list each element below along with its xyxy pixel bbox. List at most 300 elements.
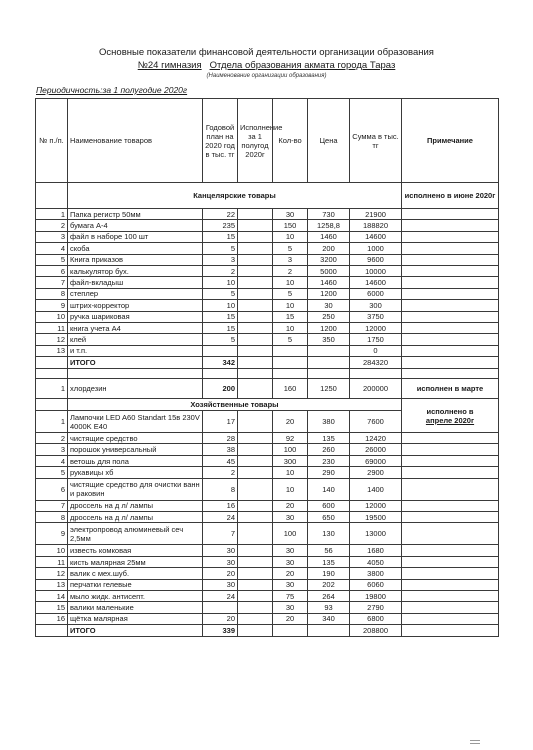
row-note <box>402 568 499 579</box>
row-plan: 30 <box>203 556 238 567</box>
blank-cell <box>402 625 499 637</box>
organization-name: Отдела образования акмата города Тараз <box>209 60 396 71</box>
row-plan: 7 <box>203 523 238 545</box>
table-row <box>36 300 499 311</box>
row-exec <box>238 444 273 455</box>
row-number: 3 <box>36 231 68 242</box>
row-price: 250 <box>308 311 350 322</box>
total-label: ИТОГО <box>68 625 203 637</box>
blank-cell <box>308 625 350 637</box>
row-sum: 21900 <box>350 209 402 220</box>
row-exec <box>238 613 273 624</box>
row-qty: 20 <box>273 613 308 624</box>
row-plan: 24 <box>203 512 238 523</box>
section-title: Хозяйственные товары <box>68 399 402 411</box>
section-note: исполнено в июне 2020г <box>402 183 499 209</box>
row-sum: 19500 <box>350 512 402 523</box>
row-exec <box>238 568 273 579</box>
row-exec <box>238 379 273 399</box>
row-plan: 30 <box>203 579 238 590</box>
total-plan: 342 <box>203 357 238 369</box>
row-price: 650 <box>308 512 350 523</box>
row-exec <box>238 579 273 590</box>
row-price: 1258,8 <box>308 220 350 231</box>
row-sum: 14600 <box>350 231 402 242</box>
table-row <box>36 455 499 466</box>
row-qty: 30 <box>273 209 308 220</box>
row-plan: 28 <box>203 433 238 444</box>
row-name: степлер <box>68 288 203 299</box>
row-sum: 7600 <box>350 411 402 433</box>
row-qty: 100 <box>273 444 308 455</box>
row-number: 11 <box>36 322 68 333</box>
goods-table <box>35 98 499 637</box>
row-price: 230 <box>308 455 350 466</box>
row-name: клей <box>68 334 203 345</box>
row-qty: 20 <box>273 411 308 433</box>
row-number: 9 <box>36 300 68 311</box>
row-note <box>402 243 499 254</box>
table-row <box>36 556 499 567</box>
row-sum: 13000 <box>350 523 402 545</box>
row-qty: 5 <box>273 334 308 345</box>
row-plan: 45 <box>203 455 238 466</box>
blank-cell <box>350 369 402 379</box>
row-name: бумага А-4 <box>68 220 203 231</box>
row-plan: 20 <box>203 568 238 579</box>
row-exec <box>238 311 273 322</box>
row-name: Папка регистр 50мм <box>68 209 203 220</box>
total-row <box>36 357 499 369</box>
table-row <box>36 613 499 624</box>
section-title: Канцелярские товары <box>68 183 402 209</box>
row-plan: 235 <box>203 220 238 231</box>
row-sum: 10000 <box>350 265 402 276</box>
table-row <box>36 545 499 556</box>
row-plan: 5 <box>203 288 238 299</box>
table-row <box>36 568 499 579</box>
blank-cell <box>238 625 273 637</box>
row-name: хлордезин <box>68 379 203 399</box>
row-qty: 10 <box>273 300 308 311</box>
row-price: 350 <box>308 334 350 345</box>
row-price: 1200 <box>308 288 350 299</box>
row-note <box>402 277 499 288</box>
row-plan: 16 <box>203 500 238 511</box>
row-plan: 38 <box>203 444 238 455</box>
row-price: 135 <box>308 556 350 567</box>
row-exec <box>238 523 273 545</box>
row-number: 12 <box>36 334 68 345</box>
total-sum: 208800 <box>350 625 402 637</box>
blank-cell <box>273 625 308 637</box>
table-row <box>36 265 499 276</box>
row-name: файл в наборе 100 шт <box>68 231 203 242</box>
row-note <box>402 512 499 523</box>
row-note <box>402 220 499 231</box>
row-qty: 100 <box>273 523 308 545</box>
row-exec <box>238 500 273 511</box>
row-name: калькулятор бух. <box>68 265 203 276</box>
table-row <box>36 311 499 322</box>
row-number: 7 <box>36 277 68 288</box>
row-plan: 3 <box>203 254 238 265</box>
row-note <box>402 265 499 276</box>
row-qty: 20 <box>273 500 308 511</box>
row-sum: 2790 <box>350 602 402 613</box>
table-row <box>36 478 499 500</box>
row-exec <box>238 265 273 276</box>
row-sum: 3800 <box>350 568 402 579</box>
table-row <box>36 379 499 399</box>
total-sum: 284320 <box>350 357 402 369</box>
row-exec <box>238 220 273 231</box>
blank-cell <box>36 369 68 379</box>
row-plan <box>203 602 238 613</box>
row-note <box>402 500 499 511</box>
col-plan: Годовой план на 2020 год в тыс. тг <box>203 99 238 183</box>
row-sum: 1000 <box>350 243 402 254</box>
row-price: 3200 <box>308 254 350 265</box>
row-price: 380 <box>308 411 350 433</box>
row-sum: 1750 <box>350 334 402 345</box>
row-price: 1200 <box>308 322 350 333</box>
blank-cell <box>308 357 350 369</box>
row-sum: 3750 <box>350 311 402 322</box>
row-plan: 24 <box>203 590 238 601</box>
col-name: Наименование товаров <box>68 99 203 183</box>
row-sum: 26000 <box>350 444 402 455</box>
row-name: ручка шариковая <box>68 311 203 322</box>
row-number: 4 <box>36 455 68 466</box>
row-qty: 300 <box>273 455 308 466</box>
row-qty <box>273 345 308 356</box>
row-qty: 30 <box>273 556 308 567</box>
row-sum: 200000 <box>350 379 402 399</box>
row-sum: 12420 <box>350 433 402 444</box>
row-sum: 1400 <box>350 478 402 500</box>
row-price: 730 <box>308 209 350 220</box>
row-exec <box>238 209 273 220</box>
row-exec <box>238 545 273 556</box>
blank-cell <box>402 369 499 379</box>
row-number: 5 <box>36 467 68 478</box>
organization-number: №24 гимназия <box>137 60 202 71</box>
blank-cell <box>36 625 68 637</box>
table-row <box>36 467 499 478</box>
row-exec <box>238 254 273 265</box>
row-note <box>402 254 499 265</box>
row-sum: 300 <box>350 300 402 311</box>
row-exec <box>238 467 273 478</box>
table-header-row <box>36 99 499 183</box>
report-title: Основные показатели финансовой деятельности организации образования <box>99 47 434 58</box>
row-note <box>402 579 499 590</box>
table-row <box>36 444 499 455</box>
row-qty: 10 <box>273 467 308 478</box>
row-note <box>402 231 499 242</box>
row-qty: 92 <box>273 433 308 444</box>
row-sum: 12000 <box>350 500 402 511</box>
row-note <box>402 545 499 556</box>
row-note <box>402 523 499 545</box>
row-name: Лампочки LED A60 Standart 15в 230V 4000K E40 <box>68 411 203 433</box>
row-plan: 17 <box>203 411 238 433</box>
row-note <box>402 288 499 299</box>
row-name: известь комковая <box>68 545 203 556</box>
row-price: 264 <box>308 590 350 601</box>
row-number: 2 <box>36 220 68 231</box>
row-sum: 4050 <box>350 556 402 567</box>
row-note <box>402 300 499 311</box>
row-exec <box>238 602 273 613</box>
row-note <box>402 467 499 478</box>
spacer-row <box>36 369 499 379</box>
row-name: книга учета А4 <box>68 322 203 333</box>
row-number: 5 <box>36 254 68 265</box>
row-plan <box>203 345 238 356</box>
row-name: чистящие средство <box>68 433 203 444</box>
row-note <box>402 334 499 345</box>
row-name: щётка малярная <box>68 613 203 624</box>
table-row <box>36 220 499 231</box>
row-note <box>402 602 499 613</box>
row-sum: 19800 <box>350 590 402 601</box>
row-name: и т.п. <box>68 345 203 356</box>
row-sum: 1680 <box>350 545 402 556</box>
row-note <box>402 322 499 333</box>
table-row <box>36 277 499 288</box>
row-qty: 10 <box>273 277 308 288</box>
row-name: дроссель на д л/ лампы <box>68 500 203 511</box>
table-row <box>36 254 499 265</box>
row-number: 10 <box>36 311 68 322</box>
row-note <box>402 613 499 624</box>
row-number: 1 <box>36 379 68 399</box>
row-name: чистящие средство для очистки ванн и раковин <box>68 478 203 500</box>
row-sum: 14600 <box>350 277 402 288</box>
organization-line <box>0 60 533 71</box>
row-note <box>402 209 499 220</box>
row-number: 9 <box>36 523 68 545</box>
row-note <box>402 455 499 466</box>
row-sum: 6800 <box>350 613 402 624</box>
row-price <box>308 345 350 356</box>
row-price: 200 <box>308 243 350 254</box>
organization-caption: (Наименование организации образования) <box>206 73 327 79</box>
table-row <box>36 345 499 356</box>
total-label: ИТОГО <box>68 357 203 369</box>
row-number: 10 <box>36 545 68 556</box>
row-number: 8 <box>36 288 68 299</box>
row-number: 14 <box>36 590 68 601</box>
col-num: № п./п. <box>36 99 68 183</box>
row-qty: 3 <box>273 254 308 265</box>
row-name: штрих-корректор <box>68 300 203 311</box>
table-row <box>36 579 499 590</box>
row-exec <box>238 411 273 433</box>
table-row <box>36 500 499 511</box>
row-sum: 188820 <box>350 220 402 231</box>
row-name: кисть малярная 25мм <box>68 556 203 567</box>
row-exec <box>238 433 273 444</box>
table-row <box>36 288 499 299</box>
table-row <box>36 433 499 444</box>
row-number: 3 <box>36 444 68 455</box>
row-name: валики маленькие <box>68 602 203 613</box>
row-number: 2 <box>36 433 68 444</box>
row-name: перчатки гелевые <box>68 579 203 590</box>
row-plan: 2 <box>203 467 238 478</box>
row-plan: 10 <box>203 277 238 288</box>
row-plan: 30 <box>203 545 238 556</box>
row-note <box>402 556 499 567</box>
total-row <box>36 625 499 637</box>
row-exec <box>238 455 273 466</box>
row-price: 340 <box>308 613 350 624</box>
row-sum: 6060 <box>350 579 402 590</box>
row-price: 5000 <box>308 265 350 276</box>
col-note: Примечание <box>402 99 499 183</box>
table-row <box>36 590 499 601</box>
row-qty: 2 <box>273 265 308 276</box>
row-number: 13 <box>36 345 68 356</box>
table-row <box>36 334 499 345</box>
section-note-line1: исполнено в <box>426 406 474 416</box>
row-number: 6 <box>36 478 68 500</box>
row-name: дроссель на д л/ лампы <box>68 512 203 523</box>
row-sum: 6000 <box>350 288 402 299</box>
row-sum: 0 <box>350 345 402 356</box>
row-price: 1460 <box>308 231 350 242</box>
row-exec <box>238 345 273 356</box>
row-name: Книга приказов <box>68 254 203 265</box>
row-name: файл-вкладыш <box>68 277 203 288</box>
period-label: Периодичность:за 1 полугодие 2020г <box>36 85 188 95</box>
row-plan: 8 <box>203 478 238 500</box>
table-row <box>36 243 499 254</box>
row-plan: 200 <box>203 379 238 399</box>
row-plan: 15 <box>203 322 238 333</box>
row-note <box>402 433 499 444</box>
row-number: 1 <box>36 411 68 433</box>
row-name: ветошь для пола <box>68 455 203 466</box>
section-note <box>402 399 499 433</box>
row-qty: 30 <box>273 545 308 556</box>
row-price: 30 <box>308 300 350 311</box>
row-sum: 2900 <box>350 467 402 478</box>
row-price: 130 <box>308 523 350 545</box>
row-qty: 150 <box>273 220 308 231</box>
blank-cell <box>203 369 238 379</box>
row-name: электропровод алюминевый сеч 2,5мм <box>68 523 203 545</box>
row-plan: 22 <box>203 209 238 220</box>
row-number: 7 <box>36 500 68 511</box>
row-name: валик с мех.шуб. <box>68 568 203 579</box>
row-exec <box>238 512 273 523</box>
row-note <box>402 478 499 500</box>
row-price: 290 <box>308 467 350 478</box>
row-exec <box>238 277 273 288</box>
row-number: 12 <box>36 568 68 579</box>
row-exec <box>238 556 273 567</box>
row-plan: 5 <box>203 243 238 254</box>
row-number: 13 <box>36 579 68 590</box>
row-price: 140 <box>308 478 350 500</box>
section-note-line2: апреле 2020г <box>425 415 475 425</box>
row-exec <box>238 288 273 299</box>
blank-cell <box>308 369 350 379</box>
row-exec <box>238 334 273 345</box>
row-qty: 30 <box>273 602 308 613</box>
row-note <box>402 311 499 322</box>
row-price: 1460 <box>308 277 350 288</box>
row-note <box>402 345 499 356</box>
row-sum: 12000 <box>350 322 402 333</box>
blank-cell <box>36 183 68 209</box>
row-price: 190 <box>308 568 350 579</box>
row-plan: 20 <box>203 613 238 624</box>
row-qty: 5 <box>273 243 308 254</box>
row-number: 4 <box>36 243 68 254</box>
section-header-row <box>36 183 499 209</box>
blank-cell <box>36 357 68 369</box>
section-header-row <box>36 399 499 411</box>
col-qty: Кол-во <box>273 99 308 183</box>
row-price: 1250 <box>308 379 350 399</box>
blank-cell <box>36 399 68 411</box>
row-name: порошок универсальный <box>68 444 203 455</box>
row-exec <box>238 590 273 601</box>
page-mark <box>470 740 480 746</box>
blank-cell <box>273 357 308 369</box>
row-exec <box>238 243 273 254</box>
row-exec <box>238 300 273 311</box>
row-note: исполнен в марте <box>402 379 499 399</box>
row-name: мыло жидк. антисепт. <box>68 590 203 601</box>
blank-cell <box>238 357 273 369</box>
row-note <box>402 444 499 455</box>
row-price: 135 <box>308 433 350 444</box>
row-number: 16 <box>36 613 68 624</box>
row-qty: 160 <box>273 379 308 399</box>
row-price: 93 <box>308 602 350 613</box>
row-plan: 5 <box>203 334 238 345</box>
table-row <box>36 523 499 545</box>
blank-cell <box>238 369 273 379</box>
row-price: 56 <box>308 545 350 556</box>
table-row <box>36 231 499 242</box>
row-qty: 10 <box>273 478 308 500</box>
row-plan: 15 <box>203 311 238 322</box>
blank-cell <box>68 369 203 379</box>
row-price: 260 <box>308 444 350 455</box>
total-plan: 339 <box>203 625 238 637</box>
row-price: 202 <box>308 579 350 590</box>
blank-cell <box>402 357 499 369</box>
table-row <box>36 322 499 333</box>
row-number: 11 <box>36 556 68 567</box>
row-qty: 15 <box>273 311 308 322</box>
table-row <box>36 602 499 613</box>
col-exec: Исполнение за 1 полугод 2020г <box>238 99 273 183</box>
row-qty: 5 <box>273 288 308 299</box>
row-qty: 30 <box>273 512 308 523</box>
table-row <box>36 512 499 523</box>
row-name: рукавицы хб <box>68 467 203 478</box>
row-sum: 69000 <box>350 455 402 466</box>
table-row <box>36 209 499 220</box>
